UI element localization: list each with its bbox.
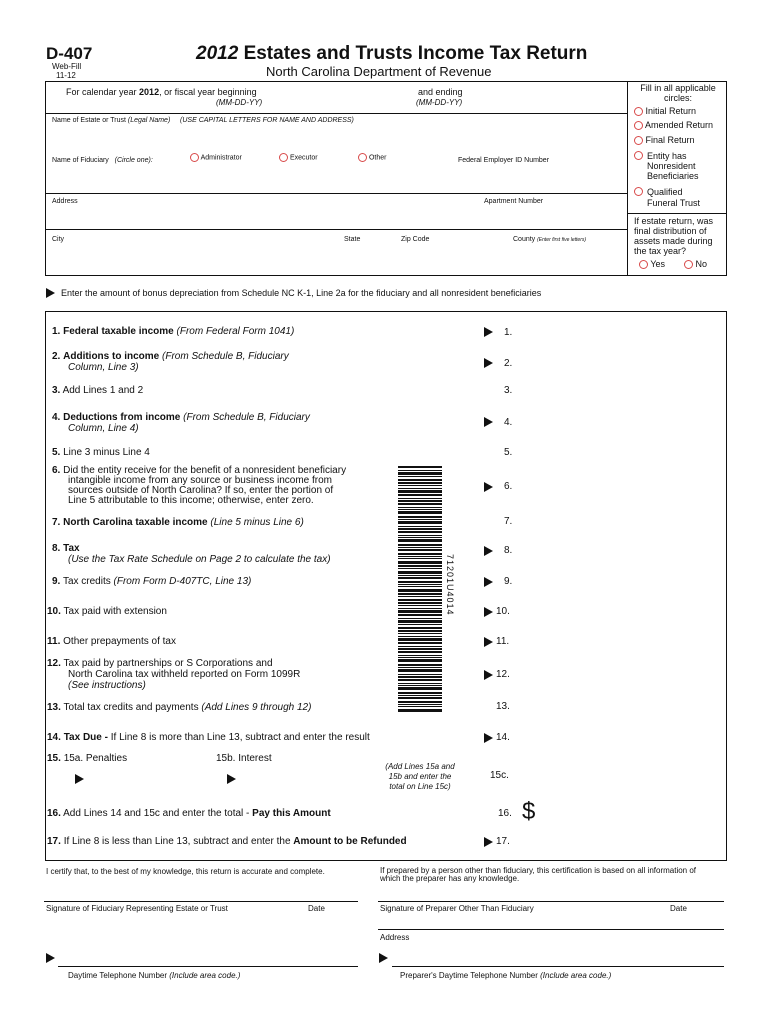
barcode-bar xyxy=(398,706,442,707)
line-12-ref[interactable]: 12. xyxy=(496,669,510,680)
line-13: 13. Total tax credits and payments (Add Lines 9 through 12) xyxy=(47,702,312,713)
apartment-label: Apartment Number xyxy=(484,198,544,205)
barcode-bar xyxy=(398,651,442,653)
barcode-bar xyxy=(398,511,442,514)
barcode-bar xyxy=(398,685,442,686)
barcode-bar xyxy=(398,642,442,644)
administrator-option[interactable]: Administrator xyxy=(190,153,242,162)
city-label: City xyxy=(52,236,65,243)
arrow-icon xyxy=(484,577,493,587)
barcode-bar xyxy=(398,571,442,574)
barcode-bar xyxy=(398,701,442,703)
line-15-note: (Add Lines 15a and 15b and enter the total on Line 15c) xyxy=(385,762,455,791)
state-label: State xyxy=(344,236,361,243)
line-17-ref[interactable]: 17. xyxy=(496,836,510,847)
barcode-bar xyxy=(398,633,442,634)
preparer-signature-label: Signature of Preparer Other Than Fiduciary xyxy=(380,904,534,913)
arrow-icon xyxy=(484,670,493,680)
barcode-bar xyxy=(398,556,442,557)
line-1-ref[interactable]: 1. xyxy=(504,327,513,338)
barcode-bar xyxy=(398,664,442,666)
barcode-bar xyxy=(398,610,442,613)
line-15: 15. 15a. Penalties xyxy=(47,753,128,764)
fein-label: Federal Employer ID Number xyxy=(458,157,550,164)
barcode-bar xyxy=(398,646,442,647)
barcode-bar xyxy=(398,667,442,668)
barcode-bar xyxy=(398,657,442,658)
line-9: 9. Tax credits (From Form D-407TC, Line 13) xyxy=(52,576,252,587)
barcode-bar xyxy=(398,575,442,576)
line-15b-label: 15b. Interest xyxy=(216,753,272,764)
dollar-sign: $ xyxy=(522,798,536,825)
barcode-bar xyxy=(398,627,442,629)
barcode-bar xyxy=(398,638,442,641)
line-4-ref[interactable]: 4. xyxy=(504,417,513,428)
county-label: County (Enter first five letters) xyxy=(513,236,587,243)
barcode-bar xyxy=(398,593,442,595)
line-9-ref[interactable]: 9. xyxy=(504,576,513,587)
line-5-ref[interactable]: 5. xyxy=(504,447,513,458)
line-5: 5. Line 3 minus Line 4 xyxy=(52,447,150,458)
barcode-bar xyxy=(398,521,442,524)
barcode-bar xyxy=(398,697,442,699)
final-return-option[interactable]: Final Return xyxy=(634,135,695,145)
fiduciary-date-label: Date xyxy=(308,904,325,913)
arrow-icon xyxy=(484,637,493,647)
funeral-trust-option[interactable]: Qualified Funeral Trust xyxy=(634,187,714,209)
radio-circle-icon xyxy=(634,136,643,145)
line-2: 2. Additions to income (From Schedule B, Fiduciary Column, Line 3) xyxy=(52,351,289,373)
barcode-bar xyxy=(398,494,442,496)
barcode-number: 71201U4014 xyxy=(445,554,455,616)
period-line: For calendar year 2012, or fiscal year beginning xyxy=(66,87,257,97)
arrow-icon xyxy=(484,733,493,743)
barcode-bar xyxy=(398,526,442,527)
preparer-address-label: Address xyxy=(380,933,410,942)
ending-label: and ending xyxy=(418,87,463,97)
arrow-icon xyxy=(227,774,236,784)
line-6-ref[interactable]: 6. xyxy=(504,481,513,492)
barcode-bar xyxy=(398,553,442,555)
preparer-note: If prepared by a person other than fiduciary, this certification is based on all information of which the preparer has any knowledge. xyxy=(380,866,697,883)
preparer-date-label: Date xyxy=(670,904,687,913)
barcode-bar xyxy=(398,539,442,542)
barcode-bar xyxy=(398,659,442,662)
barcode-bar xyxy=(398,482,442,484)
barcode-bar xyxy=(398,498,442,499)
line-8: 8. Tax (Use the Tax Rate Schedule on Page 2 to calculate the tax) xyxy=(52,543,331,565)
executor-option[interactable]: Executor xyxy=(279,153,318,162)
barcode-bar xyxy=(398,620,442,623)
arrow-icon xyxy=(484,482,493,492)
barcode-bar xyxy=(398,599,442,601)
arrow-icon xyxy=(484,837,493,847)
barcode-bar xyxy=(398,516,442,518)
barcode-bar xyxy=(398,679,442,681)
barcode-bar xyxy=(398,558,442,559)
line-12: 12. Tax paid by partnerships or S Corporations and North Carolina tax withheld reported on Form 1099R (See instructions) xyxy=(47,658,301,691)
barcode-bar xyxy=(398,586,442,587)
line-16: 16. Add Lines 14 and 15c and enter the total - Pay this Amount xyxy=(47,808,331,819)
line-17: 17. If Line 8 is less than Line 13, subtract and enter the Amount to be Refunded xyxy=(47,836,407,847)
line-7: 7. North Carolina taxable income (Line 5 minus Line 6) xyxy=(52,517,304,528)
barcode-bar xyxy=(398,630,442,632)
barcode-bar xyxy=(398,589,442,592)
barcode-bar xyxy=(398,537,442,538)
arrow-icon xyxy=(46,953,55,963)
entity-info-box xyxy=(45,81,727,276)
line-14-ref[interactable]: 14. xyxy=(496,732,510,743)
barcode-bar xyxy=(398,568,442,569)
barcode-bar xyxy=(398,485,442,486)
barcode-bar xyxy=(398,674,442,675)
barcode-bar xyxy=(398,636,442,637)
zip-label: Zip Code xyxy=(401,236,430,243)
bonus-depreciation-line: Enter the amount of bonus depreciation from Schedule NC K-1, Line 2a for the fiduciary and all nonresident beneficiaries xyxy=(61,288,542,298)
line-1: 1. Federal taxable income (From Federal Form 1041) xyxy=(52,326,295,337)
amended-return-option[interactable]: Amended Return xyxy=(634,120,713,130)
radio-circle-icon xyxy=(279,153,288,162)
line-10: 10. Tax paid with extension xyxy=(47,606,167,617)
barcode-bar xyxy=(398,655,442,656)
barcode-bar xyxy=(398,549,442,551)
certification-text: I certify that, to the best of my knowledge, this return is accurate and complete. xyxy=(46,867,325,876)
form-title: 2012 Estates and Trusts Income Tax Return xyxy=(196,43,588,64)
address-label: Address xyxy=(52,198,78,205)
line-3-ref[interactable]: 3. xyxy=(504,385,513,396)
arrow-icon xyxy=(484,546,493,556)
form-id: D-407 xyxy=(46,44,93,63)
line-11-ref[interactable]: 11. xyxy=(496,636,510,647)
line-4: 4. Deductions from income (From Schedule B, Fiduciary Column, Line 4) xyxy=(52,412,310,434)
barcode-bar xyxy=(398,695,442,696)
barcode-bar xyxy=(398,602,442,604)
line-15c-ref[interactable]: 15c. xyxy=(490,770,509,781)
barcode-bar xyxy=(398,509,442,510)
other-option[interactable]: Other xyxy=(358,153,386,162)
arrow-icon xyxy=(75,774,84,784)
barcode-bar xyxy=(398,500,442,502)
estate-question: If estate return, was final distribution of assets made during the tax year? xyxy=(634,216,714,256)
barcode-bar xyxy=(398,608,442,609)
arrow-icon xyxy=(484,417,493,427)
barcode-bar xyxy=(398,709,442,712)
radio-circle-icon xyxy=(684,260,693,269)
line-11: 11. Other prepayments of tax xyxy=(47,636,176,647)
barcode-bar xyxy=(398,605,442,606)
department-name: North Carolina Department of Revenue xyxy=(266,64,492,79)
radio-circle-icon xyxy=(634,151,643,160)
barcode-bar xyxy=(398,470,442,471)
barcode-bar xyxy=(398,531,442,533)
barcode xyxy=(398,466,442,716)
arrow-icon xyxy=(484,607,493,617)
barcode-bar xyxy=(398,648,442,650)
line-7-ref[interactable]: 7. xyxy=(504,516,513,527)
no-option[interactable]: No xyxy=(684,259,707,269)
barcode-bar xyxy=(398,544,442,546)
barcode-bar xyxy=(398,507,442,508)
barcode-bar xyxy=(398,624,442,625)
arrow-icon xyxy=(484,358,493,368)
barcode-bar xyxy=(398,565,442,567)
barcode-bar xyxy=(398,472,442,475)
barcode-bar xyxy=(398,488,442,489)
arrow-icon xyxy=(46,288,55,298)
barcode-bar xyxy=(398,577,442,579)
barcode-bar xyxy=(398,535,442,536)
barcode-bar xyxy=(398,614,442,616)
radio-circle-icon xyxy=(634,107,643,116)
radio-circle-icon xyxy=(190,153,199,162)
barcode-bar xyxy=(398,618,442,619)
estate-name-label: Name of Estate or Trust (Legal Name) (USE CAPITAL LETTERS FOR NAME AND ADDRESS) xyxy=(52,117,354,124)
line-8-ref[interactable]: 8. xyxy=(504,545,513,556)
barcode-number-wrap xyxy=(441,554,455,634)
barcode-bar xyxy=(398,561,442,564)
line-16-ref[interactable]: 16. xyxy=(498,808,512,819)
barcode-bar xyxy=(398,528,442,530)
nonresident-option[interactable]: Entity has Nonresident Beneficiaries xyxy=(634,151,714,181)
barcode-bar xyxy=(398,479,442,481)
barcode-bar xyxy=(398,519,442,520)
preparer-phone-label: Preparer's Daytime Telephone Number (Include area code.) xyxy=(400,971,612,980)
line-6: 6. Did the entity receive for the benefit of a nonresident beneficiary intangible income from any source or business income from sources outside of North Carolina? If so, enter the portion of Line 5 attributable to this income; otherwise, enter zero. xyxy=(52,465,347,506)
line-14: 14. Tax Due - If Line 8 is more than Line 13, subtract and enter the result xyxy=(47,732,370,743)
barcode-bar xyxy=(398,704,442,705)
circles-heading: Fill in all applicable circles: xyxy=(640,83,716,103)
barcode-bar xyxy=(398,669,442,672)
phone-label: Daytime Telephone Number (Include area code.) xyxy=(68,971,241,980)
line-3: 3. Add Lines 1 and 2 xyxy=(52,385,144,396)
barcode-bar xyxy=(398,584,442,585)
barcode-bar xyxy=(398,596,442,597)
barcode-bar xyxy=(398,676,442,678)
arrow-icon xyxy=(379,953,388,963)
radio-circle-icon xyxy=(634,121,643,130)
barcode-bar xyxy=(398,503,442,505)
barcode-bar xyxy=(398,581,442,583)
end-date-format: (MM-DD-YY) xyxy=(416,98,463,107)
line-13-ref[interactable]: 13. xyxy=(496,701,510,712)
barcode-bar xyxy=(398,490,442,493)
barcode-bar xyxy=(398,476,442,477)
fiduciary-signature-label: Signature of Fiduciary Representing Estate or Trust xyxy=(46,904,228,913)
yes-option[interactable]: Yes xyxy=(639,259,665,269)
begin-date-format: (MM-DD-YY) xyxy=(216,98,263,107)
radio-circle-icon xyxy=(634,187,643,196)
barcode-bar xyxy=(398,692,442,694)
barcode-bar xyxy=(398,683,442,684)
radio-circle-icon xyxy=(639,260,648,269)
radio-circle-icon xyxy=(358,153,367,162)
line-10-ref[interactable]: 10. xyxy=(496,606,510,617)
barcode-bar xyxy=(398,687,442,690)
barcode-bar xyxy=(398,466,442,468)
barcode-bar xyxy=(398,547,442,548)
line-2-ref[interactable]: 2. xyxy=(504,358,513,369)
form-version: 11-12 xyxy=(56,71,76,80)
arrow-icon xyxy=(484,327,493,337)
initial-return-option[interactable]: Initial Return xyxy=(634,106,696,116)
fiduciary-label: Name of Fiduciary (Circle one): xyxy=(52,157,153,164)
web-fill-label: Web-Fill xyxy=(52,62,82,71)
